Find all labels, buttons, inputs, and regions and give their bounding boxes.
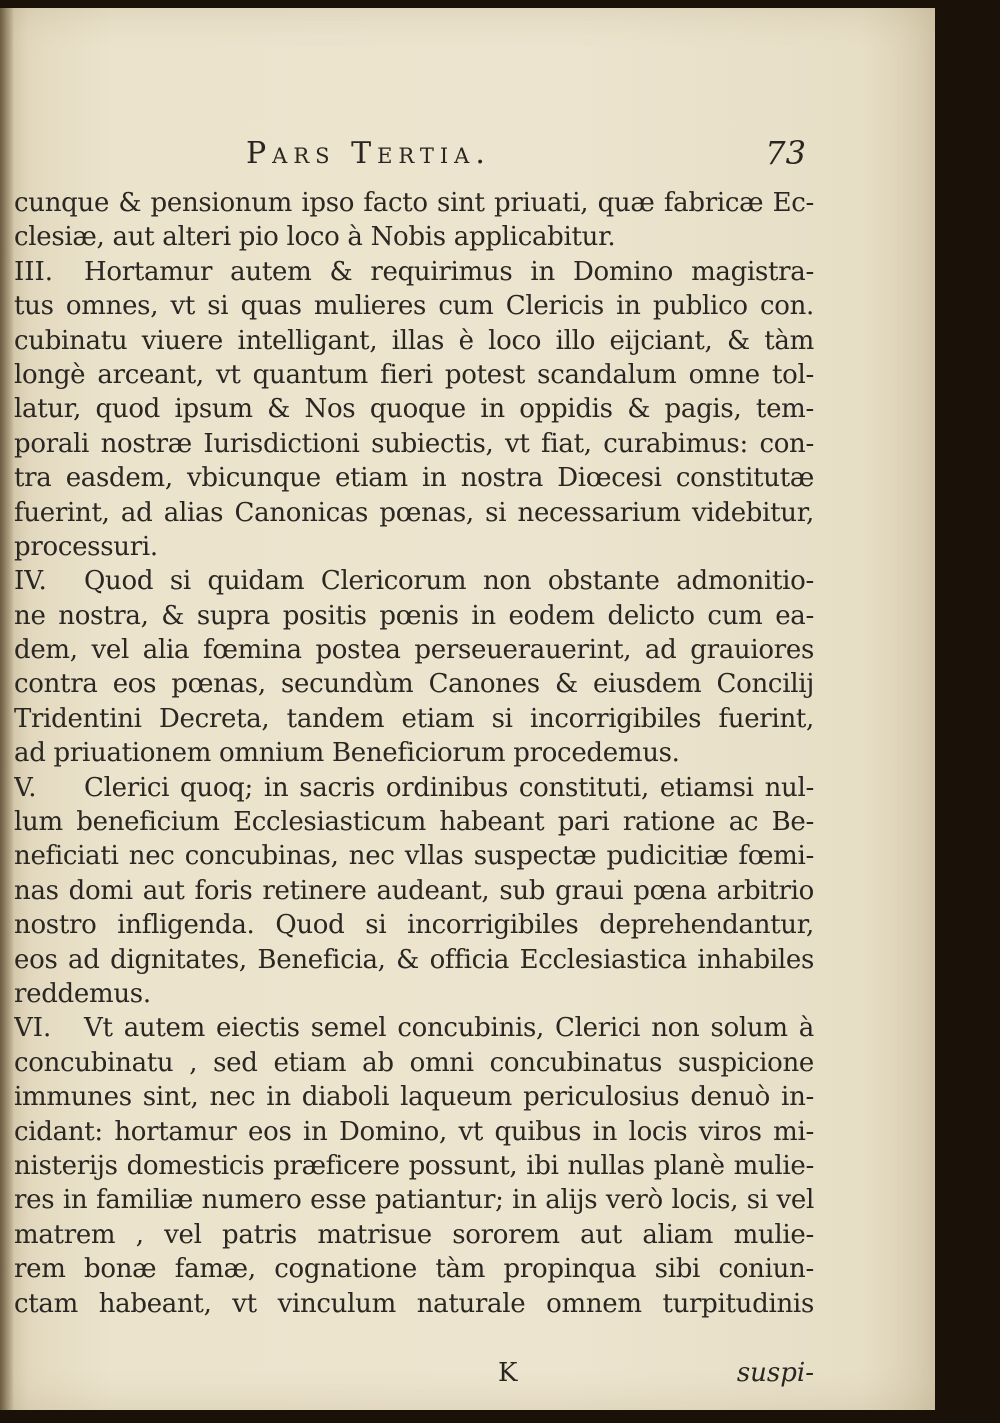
paragraph-number: IV. [14,566,47,597]
line-text: rem bonæ famæ, cognatione tàm propinqua sibi coniun- [14,1254,814,1285]
line-text: latur, quod ipsum & Nos quoque in oppidis & pagis, tem- [14,394,814,425]
line-text: reddemus. [14,978,151,1009]
text-line [14,599,814,633]
page-gutter-shadow [0,8,14,1410]
text-line [14,186,814,220]
text-line [14,1149,814,1183]
line-text: processuri. [14,531,158,562]
line-text: matrem , vel patris matrisue sororem aut aliam mulie- [14,1219,814,1250]
text-line [14,839,814,873]
text-line [14,805,814,839]
line-text: contra eos pœnas, secundùm Canones & eiusdem Concilij [14,669,814,700]
line-text: Tridentini Decreta, tandem etiam si incorrigibiles fuerint, [14,703,814,734]
page-number: 73 [765,134,806,172]
body-text [14,186,814,1321]
line-text: fuerint, ad alias Canonicas pœnas, si necessarium videbitur, [14,497,814,528]
text-line [14,1252,814,1286]
line-text: longè arceant, vt quantum fieri potest scandalum omne tol- [14,359,814,390]
text-line [14,1115,814,1149]
text-line [14,289,814,323]
line-text: clesiæ, aut alteri pio loco à Nobis applicabitur. [14,222,616,253]
text-line [14,633,814,667]
text-line [14,220,814,254]
text-line [14,908,814,942]
line-text: eos ad dignitates, Beneficia, & officia Ecclesiastica inhabiles [14,944,814,975]
line-text: nas domi aut foris retinere audeant, sub graui pœna arbitrio [14,875,814,906]
text-line [14,324,814,358]
text-line [14,1183,814,1217]
line-text: tus omnes, vt si quas mulieres cum Clericis in publico con. [14,291,814,322]
text-line [14,1011,814,1045]
line-text: Vt autem eiectis semel concubinis, Clerici non solum à [84,1013,814,1044]
text-line [14,496,814,530]
page-footer [14,1358,814,1394]
line-text: lum beneficium Ecclesiasticum habeant pari ratione ac Be- [14,807,814,838]
line-text: dem, vel alia fœmina postea perseuerauerint, ad grauiores [14,635,814,666]
text-line [14,1218,814,1252]
text-line [14,736,814,770]
text-line [14,255,814,289]
text-line [14,702,814,736]
line-text: cunque & pensionum ipso facto sint priuati, quæ fabricæ Ec- [14,188,814,218]
line-text: ne nostra, & supra positis pœnis in eodem delicto cum ea- [14,600,814,631]
line-text: immunes sint, nec in diaboli laqueum periculosius denuò in- [14,1082,814,1113]
running-head: Pars Tertia. [246,136,491,171]
line-text: nostro infligenda. Quod si incorrigibiles deprehendantur, [14,910,814,941]
text-line [14,771,814,805]
line-text: nisterijs domesticis præficere possunt, ibi nullas planè mulie- [14,1150,814,1181]
signature-mark: K [498,1358,518,1388]
line-text: Hortamur autem & requirimus in Domino magistra- [84,256,814,287]
text-line [14,530,814,564]
line-text: Quod si quidam Clericorum non obstante admonitio- [84,566,814,597]
text-line [14,943,814,977]
catchword: suspi- [736,1358,814,1388]
line-text: cidant: hortamur eos in Domino, vt quibus in locis viros mi- [14,1116,814,1147]
paragraph-number: III. [14,256,54,287]
line-text: concubinatu , sed etiam ab omni concubinatus suspicione [14,1047,814,1078]
text-line [14,667,814,701]
line-text: tra easdem, vbicunque etiam in nostra Diœcesi constitutæ [14,463,814,494]
text-line [14,1080,814,1114]
paragraph-number: VI. [14,1013,52,1044]
line-text: ad priuationem omnium Beneficiorum procedemus. [14,738,680,769]
text-line [14,564,814,598]
text-line [14,427,814,461]
text-line [14,874,814,908]
text-line [14,358,814,392]
line-text: porali nostræ Iurisdictioni subiectis, vt fiat, curabimus: con- [14,428,814,459]
page-header [246,132,806,176]
line-text: neficiati nec concubinas, nec vllas suspectæ pudicitiæ fœmi- [14,841,814,872]
text-line [14,392,814,426]
line-text: ctam habeant, vt vinculum naturale omnem turpitudinis [14,1288,814,1319]
paragraph-number: V. [14,772,37,803]
text-line [14,461,814,495]
text-line [14,1287,814,1321]
text-line [14,977,814,1011]
text-line [14,1046,814,1080]
line-text: cubinatu viuere intelligant, illas è loco illo eijciant, & tàm [14,325,814,356]
line-text: Clerici quoq; in sacris ordinibus constituti, etiamsi nul- [84,772,814,803]
line-text: res in familiæ numero esse patiantur; in alijs verò locis, si vel [14,1185,814,1216]
